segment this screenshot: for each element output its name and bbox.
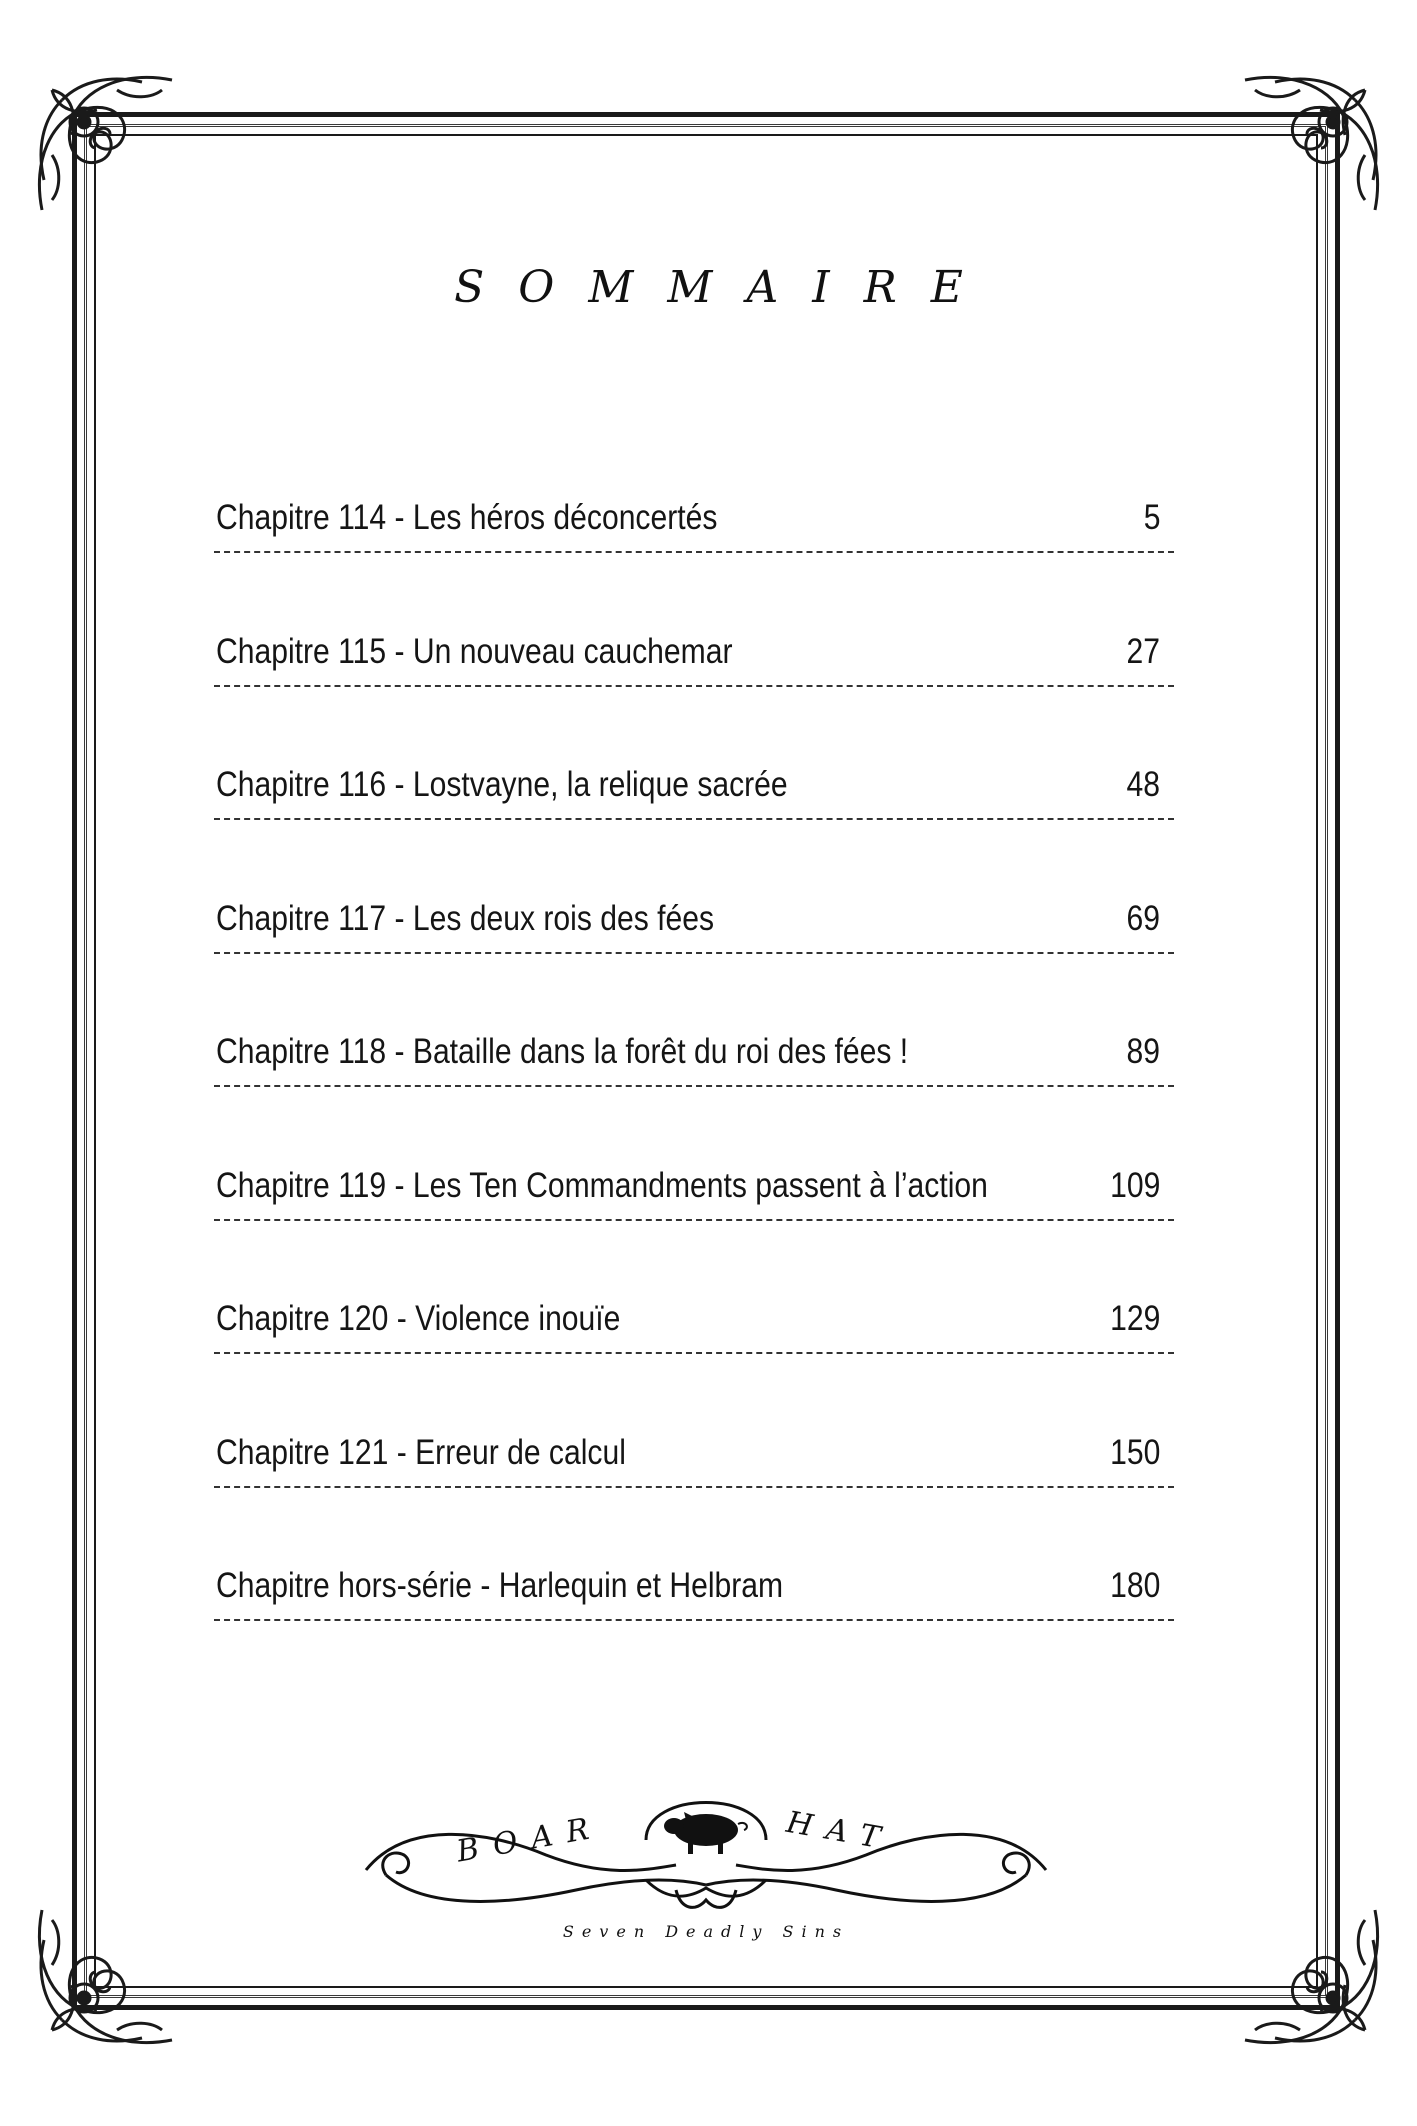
- toc-entry[interactable]: [214, 1289, 1174, 1423]
- toc-entry-page: 89: [1126, 1032, 1160, 1071]
- corner-ornament-icon: [1215, 60, 1395, 240]
- toc-entry-label: Chapitre 116 - Lostvayne, la relique sacrée: [216, 765, 788, 804]
- pig-icon: [664, 1812, 747, 1854]
- dashed-divider: [214, 685, 1174, 687]
- toc-entry-page: 48: [1126, 765, 1160, 804]
- logo-right-word: HAT: [783, 1804, 897, 1859]
- toc-entry-label: Chapitre 118 - Bataille dans la forêt du roi des fées !: [216, 1032, 909, 1071]
- toc-entry[interactable]: [214, 1156, 1174, 1290]
- toc-entry[interactable]: [214, 1022, 1174, 1156]
- dashed-divider: [214, 1219, 1174, 1221]
- dashed-divider: [214, 1619, 1174, 1621]
- toc-entry-page: 180: [1109, 1566, 1160, 1605]
- toc-entry-label: Chapitre 115 - Un nouveau cauchemar: [216, 631, 733, 671]
- toc-entry[interactable]: [214, 1556, 1174, 1690]
- corner-ornament-icon: [22, 60, 202, 240]
- corner-ornament-icon: [22, 1880, 202, 2060]
- toc-entry[interactable]: [214, 1423, 1174, 1557]
- toc-entry-page: 27: [1126, 631, 1160, 671]
- dashed-divider: [214, 952, 1174, 954]
- dashed-divider: [214, 1352, 1174, 1354]
- toc-entry-page: 129: [1109, 1299, 1160, 1338]
- toc-entry[interactable]: [214, 622, 1174, 756]
- toc-entry-label: Chapitre 114 - Les héros déconcertés: [216, 498, 718, 537]
- dashed-divider: [214, 1085, 1174, 1087]
- toc-entry[interactable]: [214, 755, 1174, 889]
- toc-entry-label: Chapitre 120 - Violence inouïe: [216, 1299, 621, 1338]
- page-title: SOMMAIRE: [454, 262, 997, 313]
- dashed-divider: [214, 551, 1174, 553]
- dashed-divider: [214, 818, 1174, 820]
- toc-entry-label: Chapitre hors-série - Harlequin et Helbram: [216, 1566, 784, 1605]
- toc-entry[interactable]: [214, 889, 1174, 1023]
- logo-subtitle: Seven Deadly Sins: [562, 1922, 850, 1941]
- toc-entry-page: 150: [1109, 1432, 1160, 1472]
- toc-entry-page: 109: [1109, 1165, 1160, 1205]
- toc-entry-label: Chapitre 119 - Les Ten Commandments passent à l’action: [216, 1165, 988, 1205]
- corner-ornament-icon: [1215, 1880, 1395, 2060]
- logo-left-word: BOAR: [454, 1809, 606, 1870]
- toc-entry-label: Chapitre 121 - Erreur de calcul: [216, 1432, 626, 1472]
- toc-entry[interactable]: [214, 488, 1174, 622]
- dashed-divider: [214, 1486, 1174, 1488]
- toc-entry-page: 5: [1143, 498, 1160, 537]
- table-of-contents: [214, 488, 1174, 1690]
- boar-hat-logo: [346, 1760, 1066, 1960]
- toc-entry-page: 69: [1126, 898, 1160, 938]
- toc-entry-label: Chapitre 117 - Les deux rois des fées: [216, 898, 715, 938]
